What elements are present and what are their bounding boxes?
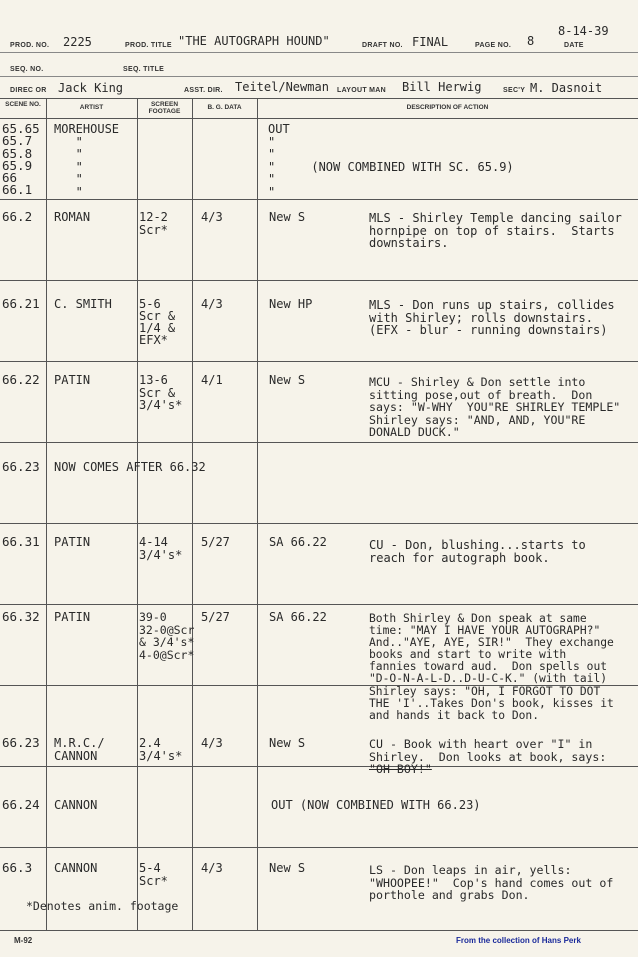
artist: ROMAN [54,210,91,224]
col-head-footage: SCREEN FOOTAGE [148,101,181,115]
bg-data: 4/3 [201,210,223,224]
description: OUT (NOW COMBINED WITH 66.23) [271,798,481,812]
scene-no: 66.22 [2,372,40,387]
col-head-scene: SCENE NO. [5,101,41,108]
col-rule-4 [257,98,258,931]
scene-no: 66.23 [2,459,40,474]
bg-data: 4/3 [201,861,223,875]
bg-type: New S [269,861,306,875]
screen-footage: 12-2 Scr* [139,210,168,237]
header-rule-2 [0,76,638,77]
artist: MOREHOUSE " " " " " [54,122,120,199]
col-rule-2 [137,98,138,931]
scene-no: 66.24 [2,797,40,812]
bg-type: SA 66.22 [269,535,327,549]
seq-title-label: SEQ. TITLE [123,66,165,73]
bg-type: New S [269,373,306,387]
seq-no-label: SEQ. NO. [10,66,44,73]
col-head-artist: ARTIST [79,104,104,111]
row-rule [0,199,638,200]
row-rule [0,361,638,362]
artist: PATIN [54,373,91,387]
footage-note: *Denotes anim. footage [26,899,179,913]
page-no: 8 [527,34,535,48]
scene-no: 66.32 [2,609,40,624]
screen-footage: 4-14 3/4's* [139,535,183,562]
artist: NOW COMES AFTER 66.32 [54,460,206,474]
artist: CANNON [54,798,98,812]
director-label: DIREC OR [10,87,47,94]
secy-label: SEC'Y [503,87,526,94]
description: LS - Don leaps in air, yells: "WHOOPEE!" Cop's hand comes out of porthole and grabs Don. [369,863,614,902]
artist: M.R.C./ CANNON [54,736,105,763]
row-rule [0,847,638,848]
row-rule [0,523,638,524]
prod-title: "THE AUTOGRAPH HOUND" [178,34,330,48]
artist: PATIN [54,535,91,549]
prod-no: 2225 [63,35,92,49]
row-rule [0,604,638,605]
description: Both Shirley & Don speak at same time: "MAY I HAVE YOUR AUTOGRAPH?" And.."AYE, AYE, SIR!" They exchange books and start to write with fannies toward aud. Don spells out "D-O-N-A-L-D..D-U-C-K." (with tail) Shirley says: "OH, I FORGOT TO DOT THE 'I'..Takes Don's book, kisses it and hands it back to Don. [369,612,614,722]
col-head-desc: DESCRIPTION OF ACTION [406,104,489,111]
bg-type: New HP [269,297,313,311]
bg-type: New S [269,210,306,224]
page-no-label: PAGE NO. [475,42,512,49]
row-rule [0,280,638,281]
scene-no: 65.65 65.7 65.8 65.9 66 66.1 [2,121,40,198]
scene-no: 66.2 [2,209,33,224]
bg-data: 4/3 [201,297,223,311]
secy: M. Dasnoit [530,81,603,95]
layout-man-label: LAYOUT MAN [337,87,387,94]
artist: C. SMITH [54,297,112,311]
row-rule [0,766,638,767]
date: 8-14-39 [558,24,609,38]
description-struck: "OH BOY!" [369,762,432,776]
screen-footage: 39-0 32-0@Scr & 3/4's* 4-0@Scr* [139,610,195,662]
asst-dir-label: ASST. DIR. [184,87,223,94]
bg-data: 5/27 [201,535,230,549]
bg-data: 4/3 [201,736,223,750]
bg-type: SA 66.22 [269,610,327,624]
row-rule [0,442,638,443]
description: OUT " " " (NOW COMBINED WITH SC. 65.9) " " [268,122,514,199]
director: Jack King [58,81,124,95]
screen-footage: 5-6 Scr & 1/4 & EFX* [139,297,176,347]
screen-footage: 2.4 3/4's* [139,736,183,763]
description: CU - Don, blushing...starts to reach for autograph book. [369,538,586,565]
header-rule-1 [0,52,638,53]
scene-no: 66.21 [2,296,40,311]
col-head-bg: B. G. DATA [207,104,242,111]
scene-no: 66.31 [2,534,40,549]
col-rule-3 [192,98,193,931]
layout-man: Bill Herwig [402,80,482,94]
prod-no-label: PROD. NO. [10,42,50,49]
draft-no: FINAL [412,35,449,49]
bg-type: New S [269,736,306,750]
artist: CANNON [54,861,98,875]
description: MLS - Shirley Temple dancing sailor hornpipe on top of stairs. Starts downstairs. [369,211,622,250]
form-number: M-92 [14,936,33,945]
col-rule-1 [46,98,47,931]
scene-no: 66.3 [2,860,33,875]
artist: PATIN [54,610,91,624]
description: MCU - Shirley & Don settle into sitting pose,out of breath. Don says: "W-WHY YOU"RE SHIRLEY TEMPLE" Shirley says: "AND, AND, YOU"RE DONALD DUCK." [369,375,621,439]
scene-no: 66.23 [2,735,40,750]
table-bottom-rule [0,930,638,931]
collection-credit: From the collection of Hans Perk [456,936,581,945]
table-top-rule [0,98,638,99]
table-head-rule [0,118,638,119]
description: CU - Book with heart over "I" in Shirley. Don looks at book, says: [369,737,607,764]
description: MLS - Don runs up stairs, collides with Shirley; rolls downstairs. (EFX - blur - running downstairs) [369,298,615,337]
bg-data: 5/27 [201,610,230,624]
screen-footage: 5-4 Scr* [139,861,168,888]
prod-title-label: PROD. TITLE [125,42,172,49]
screen-footage: 13-6 Scr & 3/4's* [139,373,183,412]
asst-dir: Teitel/Newman [235,80,329,94]
date-label: DATE [564,42,584,49]
bg-data: 4/1 [201,373,223,387]
draft-no-label: DRAFT NO. [362,42,403,49]
